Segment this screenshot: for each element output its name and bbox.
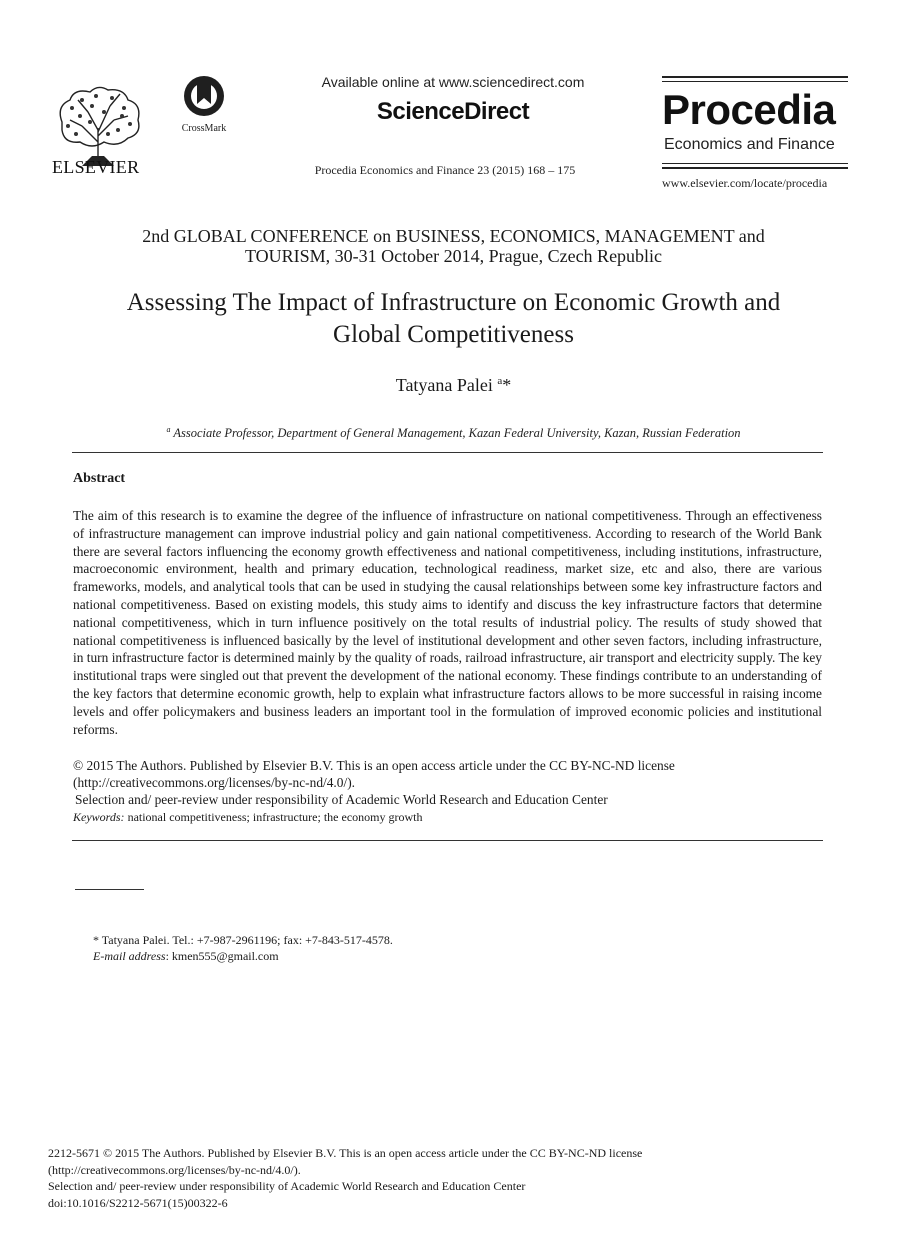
keywords-label: Keywords: [73,810,125,824]
doi[interactable]: doi:10.1016/S2212-5671(15)00322-6 [48,1195,228,1210]
copyright-notice [73,757,822,791]
keywords [73,809,822,825]
abstract-heading: Abstract [73,471,126,486]
title-line: Global Competitiveness [333,321,574,348]
corresponding-mark: * [502,375,512,395]
divider [72,840,823,841]
bottom-license-block [48,1145,848,1211]
journal-name: Economics and Finance [664,136,835,153]
affil-sup: a [166,425,171,434]
procedia-rule [662,167,848,169]
peer-review-notice: Selection and/ peer-review under responsibility of Academic World Research and Education Center [75,792,608,807]
issn-copyright: 2212-5671 © 2015 The Authors. Published by Elsevier B.V. This is an open access article under the CC BY-NC-ND license [48,1146,643,1160]
sciencedirect-logo[interactable]: ScienceDirect [376,98,530,125]
conference-line: TOURISM, 30-31 October 2014, Prague, Czech Republic [244,246,663,266]
crossmark-badge[interactable] [176,74,232,134]
crossmark-label: CrossMark [181,123,227,134]
elsevier-wordmark: ELSEVIER [52,157,140,177]
conference-line: 2nd GLOBAL CONFERENCE on BUSINESS, ECONOMICS, MANAGEMENT and [142,226,765,246]
procedia-rule [662,163,848,164]
paper-title [60,287,847,351]
copyright-line: © 2015 The Authors. Published by Elsevier B.V. This is an open access article under the CC BY-NC-ND license [73,758,675,773]
crossmark-icon [176,74,232,120]
footnote-contact: * Tatyana Palei. Tel.: +7-987-2961196; fax: +7-843-517-4578. [93,933,393,947]
available-online: Available online at www.sciencedirect.com [321,74,585,90]
title-line: Assessing The Impact of Infrastructure on Economic Growth and [126,289,781,316]
affiliation [60,425,847,441]
bottom-license-link[interactable]: (http://creativecommons.org/licenses/by-nc-nd/4.0/). [48,1162,301,1177]
author-line [60,375,847,396]
divider [72,452,823,453]
journal-url-link[interactable]: www.elsevier.com/locate/procedia [662,176,828,190]
author-affil-sup: a [497,375,503,387]
email-label: E-mail address [93,949,166,963]
footnote-rule [75,889,144,890]
affiliation-text: Associate Professor, Department of General Management, Kazan Federal University, Kazan, Russian Federation [173,426,741,441]
license-link[interactable]: (http://creativecommons.org/licenses/by-nc-nd/4.0/). [73,775,356,790]
email-address[interactable]: : kmen555@gmail.com [165,949,279,963]
conference-name [60,226,847,266]
procedia-rule [662,81,848,82]
procedia-logo: Procedia [662,86,836,133]
bottom-peer-review: Selection and/ peer-review under responsibility of Academic World Research and Education Center [48,1179,526,1193]
procedia-rule [662,76,848,78]
author-name: Tatyana Palei [395,375,498,395]
footnote-email [93,948,793,964]
keywords-list: national competitiveness; infrastructure; the economy growth [124,810,423,824]
abstract-body: The aim of this research is to examine the degree of the influence of infrastructure on national competitiveness. Through an effectiveness of infrastructure management can improve industrial policy and gain national competitiveness. According to research of the World Bank there are several factors influencing the economy growth effectiveness and national competitiveness, including institutions, infrastructure, macroeconomic environment, health and primary education, technological readiness, market size, etc and also, there are various frameworks, models, and analytical tools that can be used in studying the causal relationships between some key infrastructure factors and national competitiveness. Based on existing models, this study aims to identify and discuss the key infrastructure factors that determine national competitiveness, which in turn influence positively on the total results of industrial policy. The results of study showed that national competitiveness is influenced basically by the level of institutional development and other seven factors, including infrastructure, in turn infrastructure factor is determined mainly by the quality of roads, railroad infrastructure, air transport and electricity supply. The key institutional traps were singled out that prevent the development of the national economy. These findings contribute to an understanding of the key factors that determine economic growth, help to explain what infrastructure factors allows to be more successful in raising income levels and offer policymakers and business leaders an important tool in the formulation of improved economic policies and institutional reforms. [73,508,822,737]
journal-reference: Procedia Economics and Finance 23 (2015) 168 – 175 [314,163,576,177]
